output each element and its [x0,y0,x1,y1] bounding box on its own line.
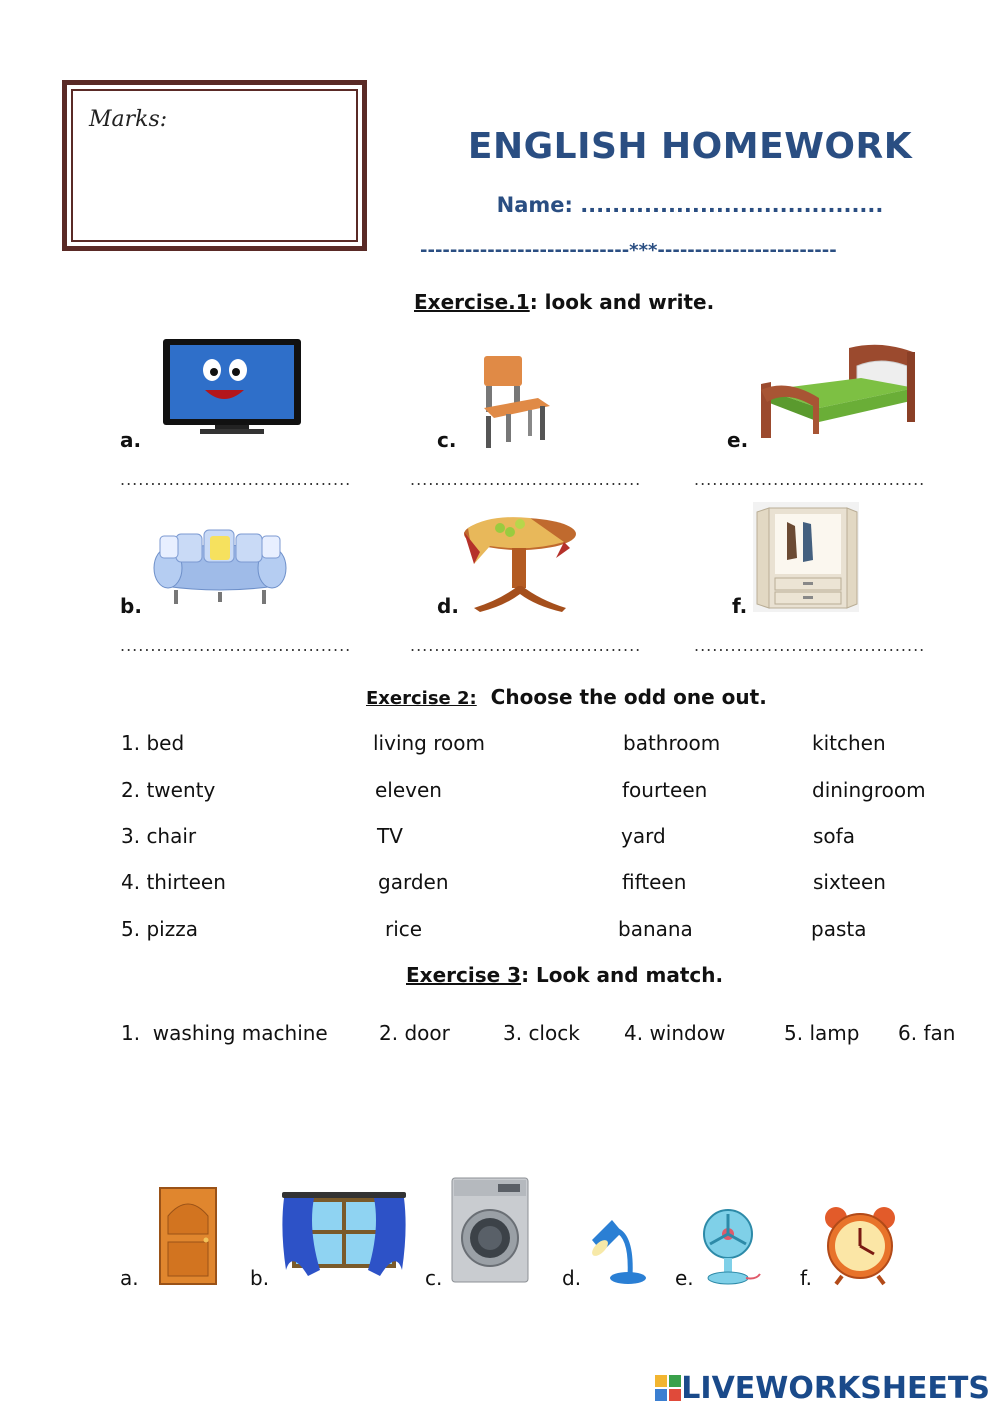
exercise1-title-label: Exercise.1 [414,290,530,314]
exercise2-title-instruction: Choose the odd one out. [476,685,767,709]
exercise2-title-label: Exercise 2: [366,688,477,709]
ex3-letter-d: d. [562,1266,582,1290]
page-title: ENGLISH HOMEWORK [467,126,913,167]
ex2-row1-word4[interactable]: kitchen [812,731,886,755]
washing-machine-icon[interactable] [450,1176,530,1284]
ex2-row4-word3[interactable]: fifteen [622,870,687,894]
window-icon[interactable] [280,1190,408,1278]
ex3-letter-a: a. [120,1266,139,1290]
ex1-letter-a: a. [120,428,142,452]
ex1-letter-e: e. [727,428,749,452]
ex2-row1-word3[interactable]: bathroom [623,731,721,755]
exercise1-title-instruction: : look and write. [529,290,715,314]
ex1-answer-line-e[interactable]: ...................................... [694,470,926,489]
ex3-letter-c: c. [425,1266,443,1290]
exercise1-title [414,290,714,314]
tv-icon [160,336,305,436]
ex2-row5-word4[interactable]: pasta [811,917,867,941]
liveworksheets-logo [655,1368,990,1408]
exercise3-title-label: Exercise 3 [406,963,522,987]
exercise2-title [366,685,767,709]
fan-icon[interactable] [698,1208,762,1288]
ex1-answer-line-f[interactable]: ...................................... [694,636,926,655]
ex2-row3-word1[interactable]: 3. chair [121,824,197,848]
ex1-answer-line-b[interactable]: ...................................... [120,636,352,655]
alarm-clock-icon[interactable] [822,1204,898,1286]
lamp-icon[interactable] [588,1216,648,1286]
marks-label: Marks: [89,107,168,132]
ex2-row5-word1[interactable]: 5. pizza [121,917,198,941]
ex1-letter-d: d. [437,594,459,618]
exercise3-title [406,963,723,987]
ex2-row4-word2[interactable]: garden [378,870,449,894]
ex3-letter-e: e. [675,1266,694,1290]
door-icon[interactable] [158,1186,218,1286]
ex2-row1-word2[interactable]: living room [373,731,485,755]
ex1-letter-f: f. [732,594,748,618]
exercise3-title-instruction: : Look and match. [521,963,724,987]
ex2-row4-word1[interactable]: 4. thirteen [121,870,226,894]
sofa-icon [152,520,288,608]
ex2-row2-word1[interactable]: 2. twenty [121,778,216,802]
bed-icon [757,342,925,442]
marks-box [62,80,367,251]
name-line: Name: ...................................... [496,193,884,217]
ex2-row4-word4[interactable]: sixteen [813,870,886,894]
chair-icon [476,352,556,452]
ex3-word-clock[interactable]: 3. clock [503,1021,580,1045]
divider-line: ----------------------------***------------------------ [420,240,837,261]
liveworksheets-cube-icon [655,1375,681,1401]
ex3-word-fan[interactable]: 6. fan [898,1021,956,1045]
liveworksheets-logo-text: LIVEWORKSHEETS [681,1370,990,1406]
ex3-letter-b: b. [250,1266,270,1290]
ex1-letter-c: c. [437,428,457,452]
ex3-letter-f: f. [800,1266,812,1290]
ex1-answer-line-d[interactable]: ...................................... [410,636,642,655]
ex1-answer-line-a[interactable]: ...................................... [120,470,352,489]
ex3-word-washing-machine[interactable]: 1. washing machine [121,1021,328,1045]
ex2-row2-word2[interactable]: eleven [375,778,442,802]
ex2-row3-word2[interactable]: TV [377,824,403,848]
ex3-word-window[interactable]: 4. window [624,1021,726,1045]
wardrobe-icon [753,502,859,612]
ex2-row3-word3[interactable]: yard [621,824,666,848]
ex2-row5-word3[interactable]: banana [618,917,693,941]
ex1-answer-line-c[interactable]: ...................................... [410,470,642,489]
ex3-word-door[interactable]: 2. door [379,1021,450,1045]
table-icon [460,512,582,616]
ex2-row5-word2[interactable]: rice [385,917,423,941]
ex2-row1-word1[interactable]: 1. bed [121,731,185,755]
ex1-letter-b: b. [120,594,142,618]
ex3-word-lamp[interactable]: 5. lamp [784,1021,860,1045]
ex2-row2-word4[interactable]: diningroom [812,778,926,802]
ex2-row3-word4[interactable]: sofa [813,824,855,848]
ex2-row2-word3[interactable]: fourteen [622,778,708,802]
